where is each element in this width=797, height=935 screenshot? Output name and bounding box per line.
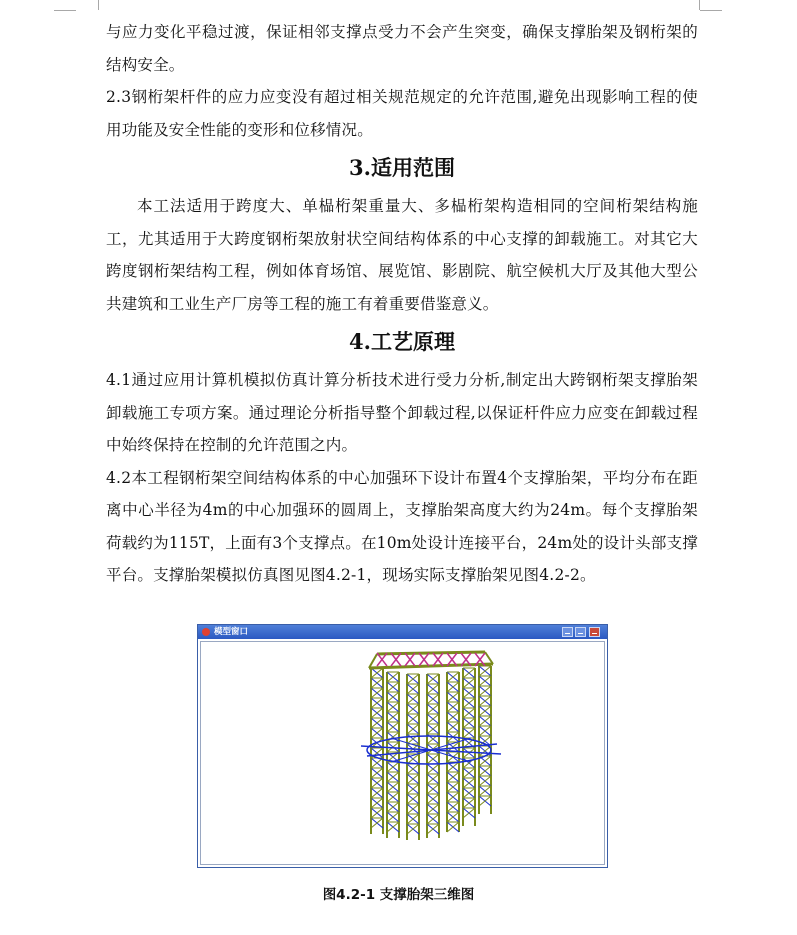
top-platform-edge (369, 654, 377, 668)
crop-mark-top-left-h (54, 10, 76, 21)
window-titlebar[interactable] (198, 625, 607, 639)
window-title: 模型窗口 (214, 627, 249, 637)
crop-mark-top-left (76, 0, 99, 10)
close-button[interactable] (589, 627, 600, 637)
model-window (197, 624, 608, 868)
maximize-button[interactable] (575, 627, 586, 637)
paragraph-2-2-continued: 与应力变化平稳过渡，保证相邻支撑点受力不会产生突变，确保支撑胎架及钢桁架的结构安全。 (106, 23, 698, 74)
figure-4-2-1 (197, 624, 608, 868)
paragraph-4-2: 4.2本工程钢桁架空间结构体系的中心加强环下设计布置4个支撑胎架，平均分布在距离中心半径为4m的中心加强环的圆周上，支撑胎架高度大约为24m。每个支撑胎架荷载约为115T，上面有3个支撑点。在10m处设计连接平台，24m处的设计头部支撑平台。支撑胎架模拟仿真图见图4.2-1，现场实际支撑胎架见图4.2-2。 (106, 468, 698, 584)
model-viewport[interactable] (200, 641, 605, 865)
top-platform-edge (377, 652, 485, 654)
crop-mark-top-right (699, 0, 722, 10)
figure-caption: 图4.2-1 支撑胎架三维图 (322, 887, 475, 903)
top-platform-edge (369, 664, 493, 668)
paragraph-section-3-body: 本工法适用于跨度大、单榀桁架重量大、多榀桁架构造相同的空间桁架结构施工，尤其适用于大跨度钢桁架放射状空间结构体系的中心支撑的卸载施工。对其它大跨度钢桁架结构工程，例如体育场馆、展览馆、影剧院、航空候机大厅及其他大型公共建筑和工业生产厂房等工程的施工有着重要借鉴意义。 (106, 197, 698, 313)
heading-section-4: 4.工艺原理 (349, 329, 455, 354)
crop-mark-top-right-h (700, 10, 722, 21)
paragraph-2-3: 2.3钢桁架杆件的应力应变没有超过相关规范规定的允许范围,避免出现影响工程的使用功能及安全性能的变形和位移情况。 (106, 88, 698, 139)
minimize-button[interactable] (562, 627, 573, 637)
top-platform-edge (485, 652, 493, 664)
heading-section-3: 3.适用范围 (349, 155, 455, 180)
app-icon (202, 628, 210, 636)
paragraph-4-1: 4.1通过应用计算机模拟仿真计算分析技术进行受力分析,制定出大跨钢桁架支撑胎架卸载施工专项方案。通过理论分析指导整个卸载过程,以保证杆件应力应变在卸载过程中始终保持在控制的允许范围之内。 (106, 371, 698, 454)
document-page (106, 16, 698, 592)
truss-3d-model (201, 642, 604, 864)
